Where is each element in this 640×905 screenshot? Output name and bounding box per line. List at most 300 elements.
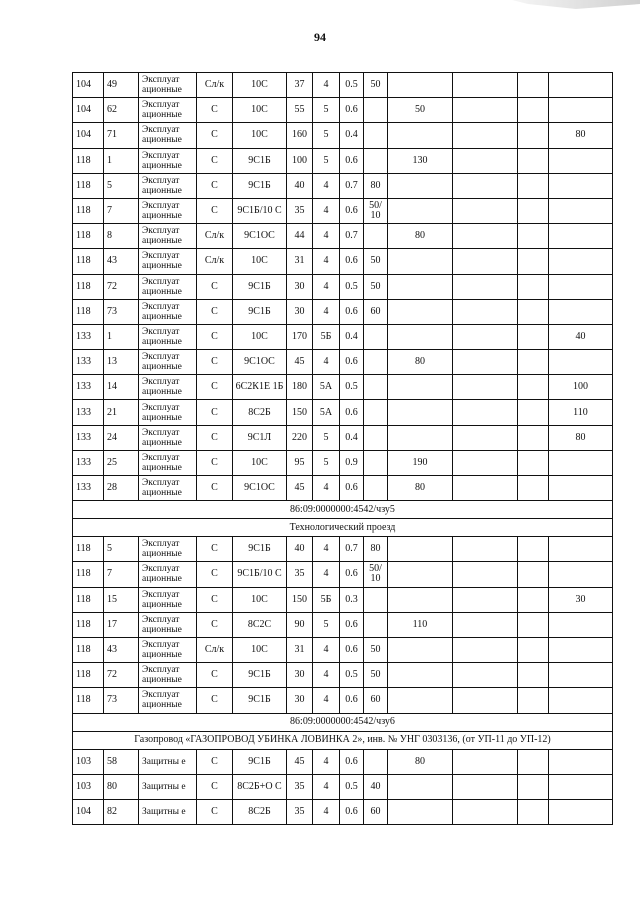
cell-quarter: 118 <box>73 688 104 713</box>
table-row <box>73 123 613 148</box>
cell-plot: 14 <box>104 375 139 400</box>
cell-type: Эксплуат ационные <box>139 688 197 713</box>
cell-category: Сл/к <box>197 73 233 98</box>
cell-quarter: 118 <box>73 249 104 274</box>
cell-composition: 9С1Б <box>233 299 287 324</box>
cell-class: 0.6 <box>340 350 364 375</box>
cell-composition: 9С1Л <box>233 425 287 450</box>
cell-col-b <box>453 148 518 173</box>
cell-col-d <box>549 198 613 223</box>
cell-height: 5 <box>313 123 340 148</box>
cell-col-c <box>518 537 549 562</box>
cell-density <box>364 400 388 425</box>
cell-col-d <box>549 73 613 98</box>
cell-age: 40 <box>287 537 313 562</box>
table-row <box>73 637 613 662</box>
cell-category: С <box>197 98 233 123</box>
cell-category: С <box>197 148 233 173</box>
cell-type: Эксплуат ационные <box>139 350 197 375</box>
cell-height: 4 <box>313 224 340 249</box>
cell-composition: 10С <box>233 73 287 98</box>
cell-density <box>364 476 388 501</box>
cell-col-a <box>388 663 453 688</box>
cell-age: 45 <box>287 350 313 375</box>
cell-age: 45 <box>287 749 313 774</box>
cell-composition: 6С2К1Е 1Б <box>233 375 287 400</box>
cell-age: 150 <box>287 400 313 425</box>
cell-col-d <box>549 612 613 637</box>
cell-col-a <box>388 274 453 299</box>
cell-category: Сл/к <box>197 224 233 249</box>
cell-age: 160 <box>287 123 313 148</box>
cell-col-b <box>453 299 518 324</box>
section-title: Технологический проезд <box>73 519 613 537</box>
table-row <box>73 612 613 637</box>
cell-height: 4 <box>313 637 340 662</box>
cell-col-d <box>549 224 613 249</box>
cell-height: 4 <box>313 249 340 274</box>
cell-col-c <box>518 98 549 123</box>
cell-col-a <box>388 425 453 450</box>
cell-composition: 9С1ОС <box>233 224 287 249</box>
cell-category: С <box>197 612 233 637</box>
cell-col-b <box>453 562 518 587</box>
cell-composition: 9С1Б <box>233 173 287 198</box>
cell-col-d <box>549 148 613 173</box>
cell-class: 0.6 <box>340 400 364 425</box>
table-row <box>73 299 613 324</box>
cell-composition: 9С1Б <box>233 663 287 688</box>
cell-height: 5Б <box>313 587 340 612</box>
cell-age: 170 <box>287 324 313 349</box>
cell-col-c <box>518 249 549 274</box>
cell-quarter: 133 <box>73 324 104 349</box>
cell-age: 55 <box>287 98 313 123</box>
cell-col-a: 80 <box>388 749 453 774</box>
cell-col-d <box>549 299 613 324</box>
cell-class: 0.6 <box>340 688 364 713</box>
cell-col-b <box>453 799 518 824</box>
table-row <box>73 224 613 249</box>
cell-density: 50 <box>364 73 388 98</box>
table-row <box>73 425 613 450</box>
cell-height: 4 <box>313 476 340 501</box>
cell-density <box>364 324 388 349</box>
cell-class: 0.5 <box>340 73 364 98</box>
cell-composition: 9С1Б/10 С <box>233 198 287 223</box>
cell-plot: 13 <box>104 350 139 375</box>
table-row <box>73 537 613 562</box>
cell-height: 4 <box>313 774 340 799</box>
cell-class: 0.7 <box>340 537 364 562</box>
cell-class: 0.6 <box>340 612 364 637</box>
cell-col-c <box>518 198 549 223</box>
section-title: Газопровод «ГАЗОПРОВОД УБИНКА ЛОВИНКА 2», инв. № УНГ 0303136, (от УП-11 до УП-12) <box>73 731 613 749</box>
cell-class: 0.9 <box>340 450 364 475</box>
cell-type: Эксплуат ационные <box>139 274 197 299</box>
cell-category: С <box>197 537 233 562</box>
table-row <box>73 450 613 475</box>
cell-quarter: 104 <box>73 98 104 123</box>
cell-quarter: 118 <box>73 537 104 562</box>
cell-age: 180 <box>287 375 313 400</box>
cell-col-c <box>518 612 549 637</box>
cell-composition: 10С <box>233 98 287 123</box>
cell-col-a <box>388 198 453 223</box>
cell-col-a <box>388 688 453 713</box>
cell-height: 5 <box>313 148 340 173</box>
cell-col-a <box>388 799 453 824</box>
page-number: 94 <box>314 30 326 44</box>
table-row <box>73 799 613 824</box>
cell-plot: 21 <box>104 400 139 425</box>
cell-col-a <box>388 73 453 98</box>
cell-density <box>364 749 388 774</box>
cell-height: 4 <box>313 537 340 562</box>
cell-type: Защитны е <box>139 799 197 824</box>
cell-composition: 9С1Б <box>233 537 287 562</box>
cell-age: 35 <box>287 198 313 223</box>
cell-type: Эксплуат ационные <box>139 224 197 249</box>
cell-height: 5 <box>313 612 340 637</box>
cell-class: 0.6 <box>340 98 364 123</box>
cell-class: 0.7 <box>340 173 364 198</box>
cell-col-d <box>549 98 613 123</box>
cell-density <box>364 224 388 249</box>
cell-age: 220 <box>287 425 313 450</box>
cell-age: 30 <box>287 663 313 688</box>
cell-plot: 82 <box>104 799 139 824</box>
cell-col-c <box>518 224 549 249</box>
cell-quarter: 103 <box>73 749 104 774</box>
cell-col-c <box>518 774 549 799</box>
cell-category: С <box>197 274 233 299</box>
cell-col-a: 80 <box>388 476 453 501</box>
cell-age: 30 <box>287 688 313 713</box>
cell-type: Эксплуат ационные <box>139 123 197 148</box>
table-row <box>73 375 613 400</box>
cell-class: 0.5 <box>340 774 364 799</box>
cell-plot: 49 <box>104 73 139 98</box>
table-row <box>73 663 613 688</box>
cell-quarter: 118 <box>73 663 104 688</box>
cell-quarter: 104 <box>73 73 104 98</box>
cell-type: Эксплуат ационные <box>139 98 197 123</box>
cell-composition: 8С2Б <box>233 400 287 425</box>
cell-quarter: 133 <box>73 450 104 475</box>
cell-quarter: 118 <box>73 198 104 223</box>
cell-density <box>364 587 388 612</box>
cell-age: 40 <box>287 173 313 198</box>
cell-class: 0.6 <box>340 249 364 274</box>
cell-col-b <box>453 663 518 688</box>
cell-height: 4 <box>313 562 340 587</box>
cell-col-a <box>388 637 453 662</box>
cell-quarter: 118 <box>73 562 104 587</box>
cell-class: 0.5 <box>340 663 364 688</box>
table-row <box>73 73 613 98</box>
cell-plot: 43 <box>104 637 139 662</box>
cell-col-d <box>549 450 613 475</box>
cell-density: 60 <box>364 799 388 824</box>
cell-category: С <box>197 324 233 349</box>
cell-type: Эксплуат ационные <box>139 73 197 98</box>
cell-plot: 8 <box>104 224 139 249</box>
cell-category: С <box>197 688 233 713</box>
cell-type: Эксплуат ационные <box>139 637 197 662</box>
cell-plot: 28 <box>104 476 139 501</box>
cell-col-a <box>388 562 453 587</box>
cell-plot: 43 <box>104 249 139 274</box>
cell-col-b <box>453 98 518 123</box>
cell-composition: 9С1Б <box>233 274 287 299</box>
table-row <box>73 688 613 713</box>
cell-age: 44 <box>287 224 313 249</box>
cell-col-b <box>453 637 518 662</box>
cell-col-b <box>453 774 518 799</box>
cell-type: Эксплуат ационные <box>139 299 197 324</box>
cell-density: 60 <box>364 688 388 713</box>
cell-class: 0.6 <box>340 637 364 662</box>
cell-quarter: 118 <box>73 612 104 637</box>
cell-category: С <box>197 450 233 475</box>
cell-type: Эксплуат ационные <box>139 198 197 223</box>
cell-plot: 71 <box>104 123 139 148</box>
cell-class: 0.6 <box>340 799 364 824</box>
cell-col-c <box>518 400 549 425</box>
cell-height: 5А <box>313 375 340 400</box>
section-header-row <box>73 731 613 749</box>
cell-height: 5А <box>313 400 340 425</box>
cell-col-b <box>453 450 518 475</box>
cell-height: 5 <box>313 425 340 450</box>
cell-col-d <box>549 476 613 501</box>
cell-class: 0.5 <box>340 375 364 400</box>
cell-col-a <box>388 375 453 400</box>
cell-composition: 9С1ОС <box>233 350 287 375</box>
cell-col-d <box>549 637 613 662</box>
cell-type: Эксплуат ационные <box>139 476 197 501</box>
cell-type: Эксплуат ационные <box>139 148 197 173</box>
cell-class: 0.4 <box>340 324 364 349</box>
cell-plot: 73 <box>104 299 139 324</box>
cell-class: 0.4 <box>340 425 364 450</box>
cell-col-c <box>518 450 549 475</box>
cell-type: Эксплуат ационные <box>139 425 197 450</box>
cell-age: 45 <box>287 476 313 501</box>
cell-col-b <box>453 249 518 274</box>
cell-col-c <box>518 350 549 375</box>
cell-quarter: 118 <box>73 587 104 612</box>
table-row <box>73 587 613 612</box>
cell-density <box>364 98 388 123</box>
cell-composition: 8С2Б <box>233 799 287 824</box>
cell-category: С <box>197 350 233 375</box>
cell-col-b <box>453 73 518 98</box>
cadastral-number: 86:09:0000000:4542/чзу6 <box>73 713 613 731</box>
table-row <box>73 562 613 587</box>
cell-category: С <box>197 198 233 223</box>
cell-col-a: 50 <box>388 98 453 123</box>
table-row <box>73 774 613 799</box>
cell-class: 0.3 <box>340 587 364 612</box>
cell-col-b <box>453 198 518 223</box>
cell-class: 0.5 <box>340 274 364 299</box>
cell-col-c <box>518 799 549 824</box>
cell-quarter: 103 <box>73 774 104 799</box>
cell-col-a <box>388 537 453 562</box>
cell-category: С <box>197 173 233 198</box>
cell-composition: 10С <box>233 450 287 475</box>
cell-category: Сл/к <box>197 249 233 274</box>
cell-composition: 10С <box>233 637 287 662</box>
cell-quarter: 104 <box>73 799 104 824</box>
cell-density: 50/ 10 <box>364 562 388 587</box>
cell-col-c <box>518 375 549 400</box>
cell-col-d <box>549 350 613 375</box>
cell-plot: 72 <box>104 663 139 688</box>
cell-plot: 7 <box>104 562 139 587</box>
cell-density <box>364 123 388 148</box>
cell-col-d <box>549 562 613 587</box>
cell-col-b <box>453 274 518 299</box>
cell-age: 31 <box>287 637 313 662</box>
cell-plot: 5 <box>104 173 139 198</box>
cell-type: Эксплуат ационные <box>139 537 197 562</box>
cell-age: 35 <box>287 799 313 824</box>
cell-quarter: 118 <box>73 274 104 299</box>
cell-class: 0.6 <box>340 562 364 587</box>
table-row <box>73 98 613 123</box>
cell-plot: 73 <box>104 688 139 713</box>
cell-density: 80 <box>364 173 388 198</box>
cell-col-d <box>549 749 613 774</box>
cell-height: 5 <box>313 98 340 123</box>
cell-height: 4 <box>313 274 340 299</box>
cell-plot: 7 <box>104 198 139 223</box>
cell-plot: 62 <box>104 98 139 123</box>
cell-composition: 9С1Б/10 С <box>233 562 287 587</box>
cell-col-a <box>388 249 453 274</box>
cell-col-a: 80 <box>388 224 453 249</box>
cell-age: 35 <box>287 774 313 799</box>
cell-category: С <box>197 299 233 324</box>
cell-type: Эксплуат ационные <box>139 400 197 425</box>
cell-col-c <box>518 324 549 349</box>
cell-plot: 15 <box>104 587 139 612</box>
cell-type: Эксплуат ационные <box>139 663 197 688</box>
cell-composition: 9С1ОС <box>233 476 287 501</box>
cell-col-d <box>549 537 613 562</box>
cell-age: 150 <box>287 587 313 612</box>
cell-quarter: 118 <box>73 148 104 173</box>
cell-density: 80 <box>364 537 388 562</box>
cell-col-b <box>453 350 518 375</box>
cell-density <box>364 612 388 637</box>
cell-col-b <box>453 612 518 637</box>
cell-age: 30 <box>287 299 313 324</box>
table-row <box>73 173 613 198</box>
cell-plot: 58 <box>104 749 139 774</box>
cell-col-d <box>549 774 613 799</box>
cell-composition: 10С <box>233 324 287 349</box>
cell-quarter: 118 <box>73 173 104 198</box>
scan-artifact <box>480 0 640 10</box>
cell-col-b <box>453 537 518 562</box>
cell-class: 0.6 <box>340 476 364 501</box>
cell-density <box>364 450 388 475</box>
cell-height: 4 <box>313 73 340 98</box>
cell-density <box>364 350 388 375</box>
cell-col-c <box>518 425 549 450</box>
cell-plot: 24 <box>104 425 139 450</box>
cell-density <box>364 148 388 173</box>
table-row <box>73 324 613 349</box>
cell-col-c <box>518 663 549 688</box>
cell-category: С <box>197 425 233 450</box>
cell-quarter: 133 <box>73 350 104 375</box>
cell-class: 0.6 <box>340 749 364 774</box>
cell-col-b <box>453 425 518 450</box>
table-row <box>73 148 613 173</box>
cell-class: 0.7 <box>340 224 364 249</box>
cell-type: Защитны е <box>139 774 197 799</box>
cell-quarter: 104 <box>73 123 104 148</box>
cell-col-a <box>388 324 453 349</box>
cell-col-b <box>453 224 518 249</box>
cell-composition: 9С1Б <box>233 749 287 774</box>
cell-col-d <box>549 799 613 824</box>
cell-type: Эксплуат ационные <box>139 375 197 400</box>
cell-age: 35 <box>287 562 313 587</box>
cell-quarter: 118 <box>73 299 104 324</box>
cell-quarter: 133 <box>73 476 104 501</box>
cell-col-c <box>518 587 549 612</box>
cell-composition: 10С <box>233 249 287 274</box>
cell-col-b <box>453 587 518 612</box>
cell-height: 4 <box>313 663 340 688</box>
cell-col-d: 40 <box>549 324 613 349</box>
cell-category: С <box>197 476 233 501</box>
cell-col-c <box>518 476 549 501</box>
cell-col-b <box>453 324 518 349</box>
cell-type: Эксплуат ационные <box>139 249 197 274</box>
cell-quarter: 118 <box>73 637 104 662</box>
cell-col-a: 80 <box>388 350 453 375</box>
cell-col-d <box>549 663 613 688</box>
cell-type: Эксплуат ационные <box>139 587 197 612</box>
cell-type: Защитны е <box>139 749 197 774</box>
cell-plot: 5 <box>104 537 139 562</box>
cell-col-a: 130 <box>388 148 453 173</box>
cell-density: 50 <box>364 637 388 662</box>
cell-plot: 72 <box>104 274 139 299</box>
cell-col-a <box>388 774 453 799</box>
cell-category: С <box>197 123 233 148</box>
cell-plot: 17 <box>104 612 139 637</box>
cell-category: С <box>197 562 233 587</box>
forest-inventory-table <box>72 72 613 825</box>
table-row <box>73 400 613 425</box>
cell-density <box>364 425 388 450</box>
cell-category: С <box>197 799 233 824</box>
cell-type: Эксплуат ационные <box>139 324 197 349</box>
cell-col-c <box>518 123 549 148</box>
cell-category: С <box>197 587 233 612</box>
cell-col-b <box>453 375 518 400</box>
cell-col-c <box>518 148 549 173</box>
cell-height: 4 <box>313 198 340 223</box>
